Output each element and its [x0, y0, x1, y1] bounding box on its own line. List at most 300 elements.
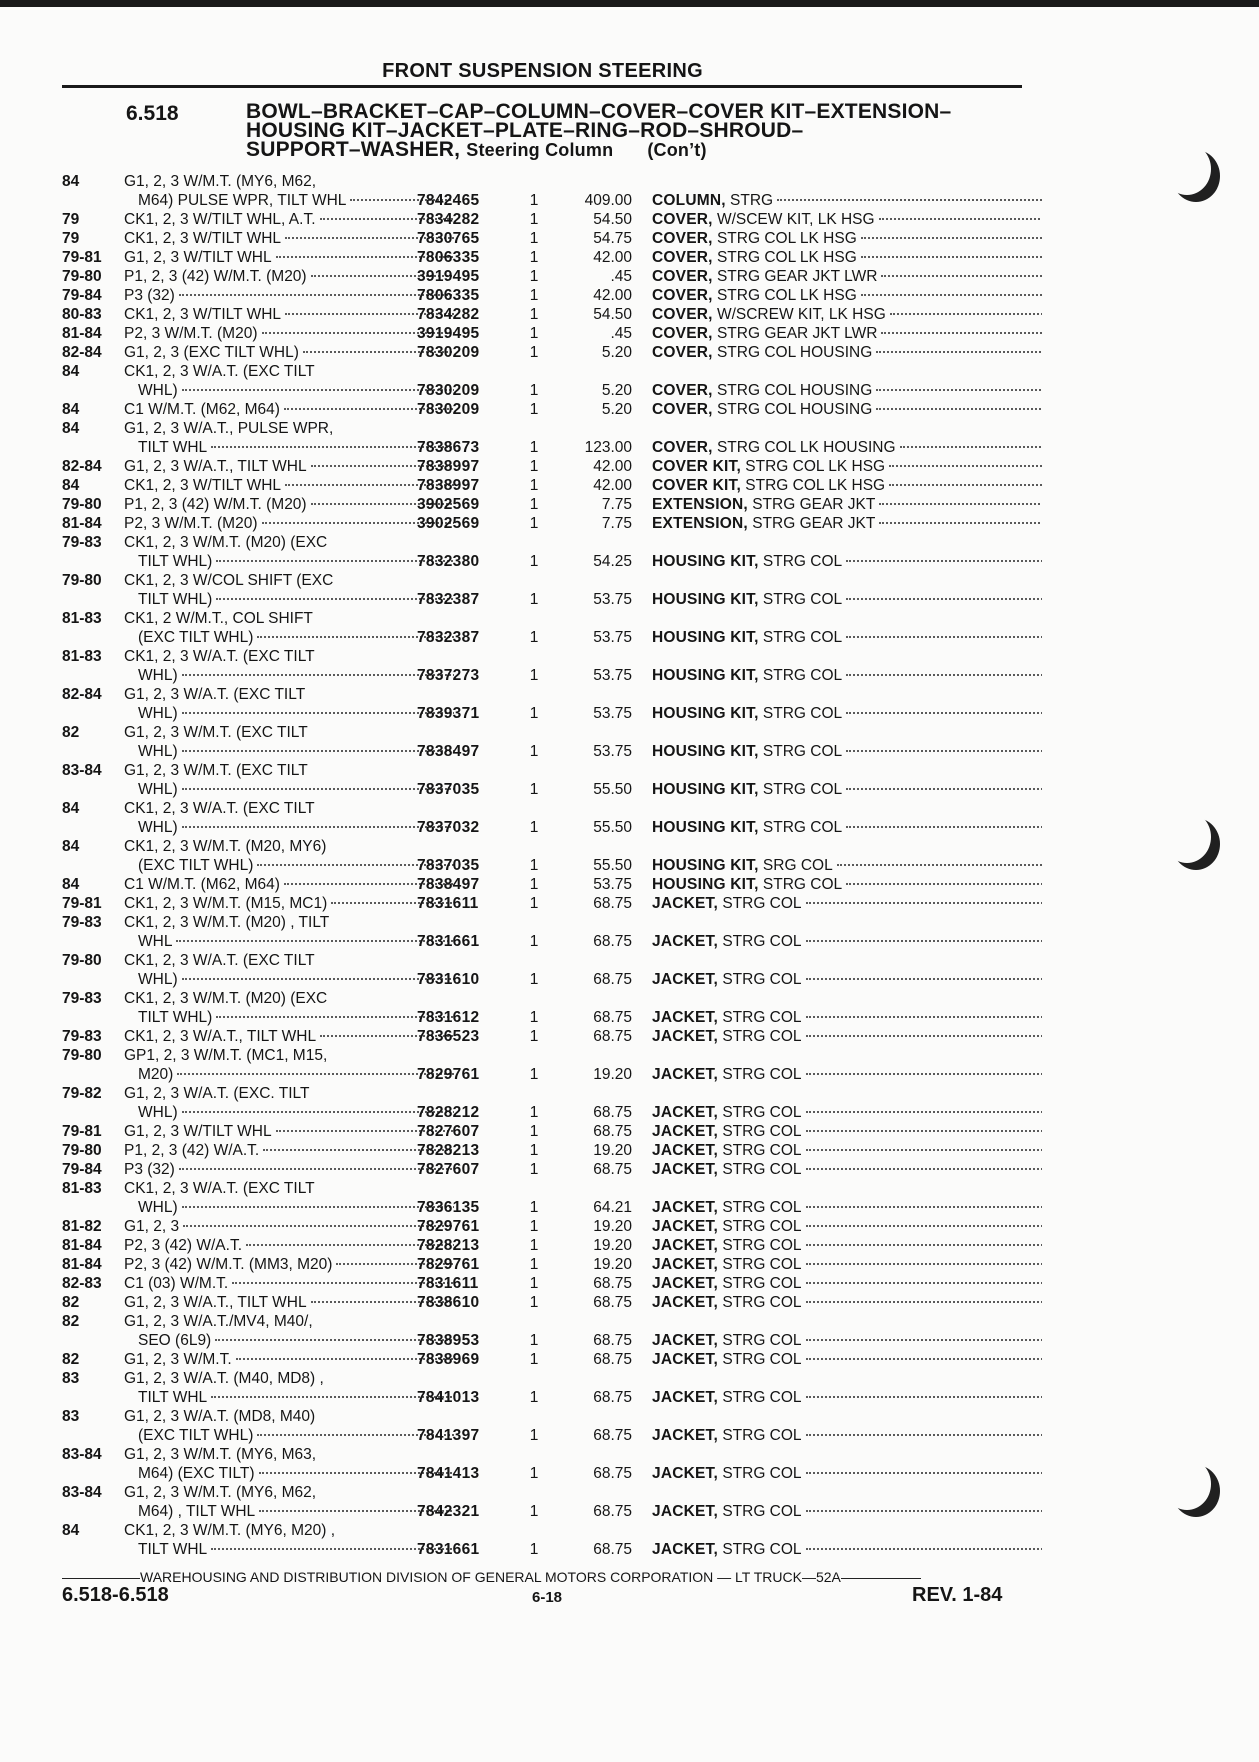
part-name: COVER,	[652, 439, 713, 456]
part-entry-row	[62, 951, 1032, 970]
part-name: HOUSING KIT,	[652, 629, 759, 646]
part-entry-row	[62, 1407, 1032, 1426]
part-detail: STRG COL	[762, 667, 843, 684]
part-description	[652, 932, 1042, 951]
list-price: 42.00	[593, 477, 632, 494]
quantity: 1	[529, 496, 539, 513]
list-price: 53.75	[593, 705, 632, 722]
application-text	[124, 1350, 454, 1369]
leader-dots	[806, 1301, 1042, 1303]
part-number: 7830209	[417, 382, 480, 399]
list-price: 68.75	[593, 1009, 632, 1026]
part-detail: STRG COL LK HOUSING	[716, 439, 896, 456]
application-line-1: P3 (32)	[124, 1161, 175, 1178]
application-text	[138, 438, 454, 457]
list-price: .45	[610, 325, 632, 342]
quantity: 1	[529, 1465, 539, 1482]
part-detail: STRG COL	[722, 1256, 802, 1273]
part-description	[652, 1255, 1042, 1274]
part-detail: STRG COL LK HSG	[716, 287, 857, 304]
quantity: 1	[529, 192, 539, 209]
application-line-1: G1, 2, 3 W/M.T. (EXC TILT	[124, 762, 308, 779]
quantity: 1	[529, 1028, 539, 1045]
application-line-1: CK1, 2, 3 W/M.T. (M20) , TILT	[124, 914, 330, 931]
part-description	[652, 343, 1042, 362]
quantity: 1	[529, 344, 539, 361]
application-text	[124, 875, 454, 894]
section-title-continued: (Con’t)	[647, 140, 707, 160]
application-line-2: TILT WHL)	[138, 1009, 213, 1026]
part-entry-row	[62, 1217, 1032, 1236]
application-line-2: M64) PULSE WPR, TILT WHL	[138, 192, 347, 209]
part-entry-row	[62, 1084, 1032, 1103]
quantity: 1	[529, 306, 539, 323]
application-line-1: GP1, 2, 3 W/M.T. (MC1, M15,	[124, 1047, 328, 1064]
application-line-2: TILT WHL	[138, 439, 208, 456]
application-line-1: G1, 2, 3 W/A.T./MV4, M40/,	[124, 1313, 313, 1330]
part-name: COLUMN,	[652, 192, 726, 209]
leader-dots	[806, 1396, 1042, 1398]
model-years: 79-83	[62, 914, 102, 931]
part-entry-row	[62, 210, 1032, 229]
list-price: 55.50	[593, 781, 632, 798]
application-line-1: P2, 3 W/M.T. (M20)	[124, 325, 258, 342]
application-line-1: G1, 2, 3 W/A.T., PULSE WPR,	[124, 420, 334, 437]
leader-dots	[806, 1339, 1042, 1341]
part-number: 7832380	[417, 553, 480, 570]
part-description	[652, 438, 1042, 457]
part-entry-row-continued	[62, 628, 1032, 647]
part-name: COVER,	[652, 249, 713, 266]
application-text	[124, 799, 454, 818]
quantity: 1	[529, 249, 539, 266]
part-number: 7806335	[417, 249, 480, 266]
part-entry-row	[62, 1445, 1032, 1464]
model-years: 79-83	[62, 990, 102, 1007]
application-text	[124, 647, 454, 666]
footer-page-number: 6-18	[532, 1589, 563, 1606]
part-entry-row	[62, 1521, 1032, 1540]
part-description	[652, 210, 1042, 229]
part-entry-row-continued	[62, 381, 1032, 400]
part-detail: STRG COL HOUSING	[716, 401, 873, 418]
part-detail: STRG COL	[722, 1541, 802, 1558]
quantity: 1	[529, 515, 539, 532]
list-price: 7.75	[601, 515, 632, 532]
part-entry-row	[62, 343, 1032, 362]
leader-dots	[861, 237, 1042, 239]
leader-dots	[806, 1548, 1042, 1550]
part-entry-row-continued	[62, 1502, 1032, 1521]
part-detail: SRG COL	[762, 857, 833, 874]
part-description	[652, 1141, 1042, 1160]
list-price: 68.75	[593, 971, 632, 988]
footer-rule-left	[62, 1578, 140, 1579]
part-name: JACKET,	[652, 1237, 718, 1254]
application-text	[124, 1255, 454, 1274]
application-text	[138, 191, 454, 210]
model-years: 79-80	[62, 952, 102, 969]
application-text	[124, 324, 454, 343]
list-price: 54.50	[593, 306, 632, 323]
quantity: 1	[529, 895, 539, 912]
list-price: 53.75	[593, 743, 632, 760]
quantity: 1	[529, 439, 539, 456]
part-description	[652, 894, 1042, 913]
part-entry-row	[62, 457, 1032, 476]
application-text	[138, 1198, 454, 1217]
part-description	[652, 1103, 1042, 1122]
list-price: 42.00	[593, 249, 632, 266]
part-name: COVER,	[652, 325, 713, 342]
list-price: 5.20	[601, 382, 632, 399]
application-text	[124, 1274, 454, 1293]
model-years: 84	[62, 420, 80, 437]
part-number: 7838997	[417, 458, 480, 475]
application-line-2: WHL)	[138, 382, 178, 399]
part-name: COVER KIT,	[652, 458, 741, 475]
part-name: JACKET,	[652, 1142, 718, 1159]
application-text	[124, 286, 454, 305]
application-line-1: G1, 2, 3 W/M.T. (MY6, M62,	[124, 173, 317, 190]
part-detail: STRG COL LK HSG	[745, 458, 886, 475]
list-price: 54.50	[593, 211, 632, 228]
section-title-line-3-text: Steering Column	[466, 140, 614, 160]
application-line-1: G1, 2, 3 W/M.T.	[124, 1351, 232, 1368]
list-price: 68.75	[593, 1503, 632, 1520]
application-text	[138, 818, 454, 837]
leader-dots	[806, 1225, 1042, 1227]
list-price: 68.75	[593, 1427, 632, 1444]
quantity: 1	[529, 743, 539, 760]
part-description	[652, 1293, 1042, 1312]
application-line-1: CK1, 2 W/M.T., COL SHIFT	[124, 610, 313, 627]
part-name: JACKET,	[652, 1066, 718, 1083]
part-entry-row	[62, 685, 1032, 704]
leader-dots	[182, 1111, 454, 1113]
list-price: 68.75	[593, 1275, 632, 1292]
application-text	[124, 913, 454, 932]
part-description	[652, 248, 1042, 267]
model-years: 79-80	[62, 268, 102, 285]
part-description	[652, 1236, 1042, 1255]
part-description	[652, 305, 1042, 324]
part-description	[652, 1426, 1042, 1445]
leader-dots	[837, 864, 1042, 866]
part-detail: STRG COL	[762, 876, 843, 893]
part-name: JACKET,	[652, 895, 718, 912]
application-text	[124, 362, 454, 381]
model-years: 82-83	[62, 1275, 102, 1292]
part-number: 7838969	[417, 1351, 480, 1368]
part-description	[652, 970, 1042, 989]
part-detail: STRG COL	[722, 1275, 802, 1292]
application-line-1: P1, 2, 3 (42) W/M.T. (M20)	[124, 268, 307, 285]
application-line-1: CK1, 2, 3 W/M.T. (M20) (EXC	[124, 990, 328, 1007]
part-name: JACKET,	[652, 1199, 718, 1216]
application-text	[138, 1502, 454, 1521]
leader-dots	[182, 1206, 454, 1208]
quantity: 1	[529, 781, 539, 798]
quantity: 1	[529, 553, 539, 570]
application-line-1: CK1, 2, 3 W/TILT WHL, A.T.	[124, 211, 316, 228]
application-line-1: G1, 2, 3 (EXC TILT WHL)	[124, 344, 299, 361]
list-price: 53.75	[593, 667, 632, 684]
application-line-1: G1, 2, 3 W/A.T. (MD8, M40)	[124, 1408, 316, 1425]
application-line-1: G1, 2, 3 W/A.T., TILT WHL	[124, 1294, 307, 1311]
part-entry-row-continued	[62, 1426, 1032, 1445]
part-detail: STRG COL	[762, 553, 843, 570]
part-description	[652, 1350, 1042, 1369]
part-description	[652, 1008, 1042, 1027]
footer-rule-right	[841, 1578, 921, 1579]
leader-dots	[806, 1434, 1042, 1436]
list-price: 54.25	[593, 553, 632, 570]
list-price: 53.75	[593, 876, 632, 893]
application-text	[138, 1065, 454, 1084]
quantity: 1	[529, 1104, 539, 1121]
model-years: 83	[62, 1408, 80, 1425]
leader-dots	[879, 503, 1042, 505]
part-name: JACKET,	[652, 1332, 718, 1349]
list-price: 123.00	[584, 439, 632, 456]
part-number: 7841413	[417, 1465, 480, 1482]
part-detail: STRG COL	[722, 1123, 802, 1140]
page-title: FRONT SUSPENSION STEERING	[382, 60, 703, 82]
application-line-1: G1, 2, 3 W/M.T. (MY6, M63,	[124, 1446, 317, 1463]
application-text	[124, 1369, 454, 1388]
application-line-1: CK1, 2, 3 W/COL SHIFT (EXC	[124, 572, 334, 589]
part-number: 7828212	[417, 1104, 480, 1121]
model-years: 81-83	[62, 1180, 102, 1197]
quantity: 1	[529, 1199, 539, 1216]
list-price: 54.75	[593, 230, 632, 247]
application-text	[124, 894, 454, 913]
part-entry-row	[62, 837, 1032, 856]
leader-dots	[176, 940, 454, 942]
part-entry-row-continued	[62, 818, 1032, 837]
leader-dots	[182, 674, 454, 676]
application-line-1: CK1, 2, 3 W/A.T., TILT WHL	[124, 1028, 317, 1045]
part-number: 7831612	[417, 1009, 480, 1026]
list-price: 68.75	[593, 933, 632, 950]
part-detail: STRG GEAR JKT	[752, 515, 876, 532]
leader-dots	[846, 560, 1042, 562]
part-description	[652, 381, 1042, 400]
part-entry-row	[62, 1122, 1032, 1141]
application-text	[124, 476, 454, 495]
part-number: 7831611	[417, 1275, 479, 1292]
part-entry-row	[62, 761, 1032, 780]
part-number: 7830209	[417, 401, 480, 418]
application-line-1: CK1, 2, 3 W/A.T. (EXC TILT	[124, 800, 315, 817]
part-detail: STRG COL	[722, 1332, 802, 1349]
application-text	[124, 1236, 454, 1255]
application-line-1: CK1, 2, 3 W/A.T. (EXC TILT	[124, 363, 315, 380]
part-number: 7828213	[417, 1237, 480, 1254]
part-entry-row	[62, 913, 1032, 932]
part-detail: STRG COL	[722, 1427, 802, 1444]
part-name: JACKET,	[652, 1389, 718, 1406]
list-price: 68.75	[593, 1332, 632, 1349]
part-entry-row	[62, 894, 1032, 913]
application-line-1: CK1, 2, 3 W/M.T. (MY6, M20) ,	[124, 1522, 336, 1539]
leader-dots	[876, 408, 1042, 410]
part-detail: W/SCREW KIT, LK HSG	[716, 306, 886, 323]
part-number: 7830209	[417, 344, 480, 361]
leader-dots	[806, 1168, 1042, 1170]
list-price: 68.75	[593, 1161, 632, 1178]
quantity: 1	[529, 211, 539, 228]
part-number: 3902569	[417, 496, 480, 513]
part-entry-row-continued	[62, 1331, 1032, 1350]
part-detail: STRG GEAR JKT	[752, 496, 876, 513]
application-line-1: CK1, 2, 3 W/A.T. (EXC TILT	[124, 1180, 315, 1197]
model-years: 79-82	[62, 1085, 102, 1102]
application-line-2: TILT WHL	[138, 1389, 208, 1406]
part-name: HOUSING KIT,	[652, 876, 759, 893]
application-text	[124, 609, 454, 628]
part-description	[652, 1502, 1042, 1521]
part-description	[652, 1027, 1042, 1046]
leader-dots	[806, 1263, 1042, 1265]
application-line-2: TILT WHL)	[138, 553, 213, 570]
application-text	[124, 210, 454, 229]
application-line-2: WHL)	[138, 743, 178, 760]
list-price: 5.20	[601, 401, 632, 418]
quantity: 1	[529, 230, 539, 247]
part-entry-row	[62, 1160, 1032, 1179]
leader-dots	[846, 883, 1042, 885]
part-entry-row	[62, 476, 1032, 495]
part-detail: STRG COL	[722, 1237, 802, 1254]
model-years: 84	[62, 838, 80, 855]
part-detail: STRG COL	[722, 1218, 802, 1235]
part-name: COVER,	[652, 211, 713, 228]
part-number: 7827607	[417, 1161, 480, 1178]
part-number: 7836523	[417, 1028, 480, 1045]
model-years: 84	[62, 800, 80, 817]
list-price: 19.20	[593, 1142, 632, 1159]
part-entry-row-continued	[62, 1388, 1032, 1407]
list-price: 409.00	[584, 192, 632, 209]
list-price: 5.20	[601, 344, 632, 361]
quantity: 1	[529, 477, 539, 494]
leader-dots	[861, 294, 1042, 296]
leader-dots	[806, 940, 1042, 942]
part-description	[652, 875, 1042, 894]
part-description	[652, 229, 1042, 248]
application-text	[138, 1540, 454, 1559]
part-name: COVER,	[652, 306, 713, 323]
application-line-1: C1 W/M.T. (M62, M64)	[124, 401, 280, 418]
application-text	[124, 400, 454, 419]
quantity: 1	[529, 1218, 539, 1235]
part-entry-row	[62, 495, 1032, 514]
leader-dots	[806, 902, 1042, 904]
part-entry-row-continued	[62, 1103, 1032, 1122]
part-entry-row	[62, 875, 1032, 894]
part-number: 7838497	[417, 743, 480, 760]
part-name: JACKET,	[652, 1104, 718, 1121]
part-entry-row-continued	[62, 742, 1032, 761]
application-text	[124, 457, 454, 476]
part-detail: STRG COL LK HSG	[716, 249, 857, 266]
model-years: 83-84	[62, 762, 102, 779]
part-detail: STRG COL	[722, 1294, 802, 1311]
part-entry-row	[62, 1046, 1032, 1065]
leader-dots	[182, 788, 454, 790]
part-entry-row-continued	[62, 191, 1032, 210]
quantity: 1	[529, 591, 539, 608]
list-price: 68.75	[593, 1465, 632, 1482]
part-name: HOUSING KIT,	[652, 781, 759, 798]
application-line-1: G1, 2, 3 W/A.T. (EXC. TILT	[124, 1085, 310, 1102]
model-years: 84	[62, 1522, 80, 1539]
leader-dots	[806, 1130, 1042, 1132]
quantity: 1	[529, 401, 539, 418]
application-line-1: CK1, 2, 3 W/A.T. (EXC TILT	[124, 648, 315, 665]
quantity: 1	[529, 1161, 539, 1178]
application-line-2: WHL)	[138, 819, 178, 836]
part-entry-row	[62, 267, 1032, 286]
leader-dots	[846, 712, 1042, 714]
leader-dots	[777, 199, 1042, 201]
quantity: 1	[529, 1275, 539, 1292]
part-entry-row	[62, 1312, 1032, 1331]
footer-revision: REV. 1-84	[912, 1584, 1003, 1606]
part-entry-row-continued	[62, 1464, 1032, 1483]
model-years: 82-84	[62, 686, 102, 703]
leader-dots	[881, 332, 1042, 334]
part-detail: W/SCEW KIT, LK HSG	[716, 211, 875, 228]
part-name: JACKET,	[652, 971, 718, 988]
part-number: 3919495	[417, 268, 480, 285]
part-name: JACKET,	[652, 1028, 718, 1045]
application-text	[124, 248, 454, 267]
part-name: HOUSING KIT,	[652, 705, 759, 722]
part-number: 7831661	[417, 1541, 480, 1558]
part-number: 7838997	[417, 477, 480, 494]
application-text	[124, 1217, 454, 1236]
application-text	[124, 571, 454, 590]
application-line-1: CK1, 2, 3 W/TILT WHL	[124, 230, 282, 247]
part-number: 7831610	[417, 971, 480, 988]
part-entry-row-continued	[62, 666, 1032, 685]
application-line-2: WHL	[138, 933, 173, 950]
binder-ring-hole	[1172, 1465, 1220, 1517]
application-text	[124, 1141, 454, 1160]
model-years: 82	[62, 1313, 80, 1330]
part-name: HOUSING KIT,	[652, 667, 759, 684]
part-name: HOUSING KIT,	[652, 819, 759, 836]
model-years: 81-84	[62, 1237, 102, 1254]
application-line-1: P1, 2, 3 (42) W/A.T.	[124, 1142, 260, 1159]
part-description	[652, 1464, 1042, 1483]
application-line-1: G1, 2, 3 W/TILT WHL	[124, 249, 272, 266]
model-years: 83-84	[62, 1446, 102, 1463]
part-entry-row	[62, 1293, 1032, 1312]
part-description	[652, 1198, 1042, 1217]
part-entry-row-continued	[62, 552, 1032, 571]
part-detail: STRG COL	[722, 1503, 802, 1520]
list-price: 53.75	[593, 629, 632, 646]
part-entry-row-continued	[62, 438, 1032, 457]
application-line-2: M64) , TILT WHL	[138, 1503, 256, 1520]
part-description	[652, 1274, 1042, 1293]
part-entry-row-continued	[62, 856, 1032, 875]
application-text	[138, 1331, 454, 1350]
